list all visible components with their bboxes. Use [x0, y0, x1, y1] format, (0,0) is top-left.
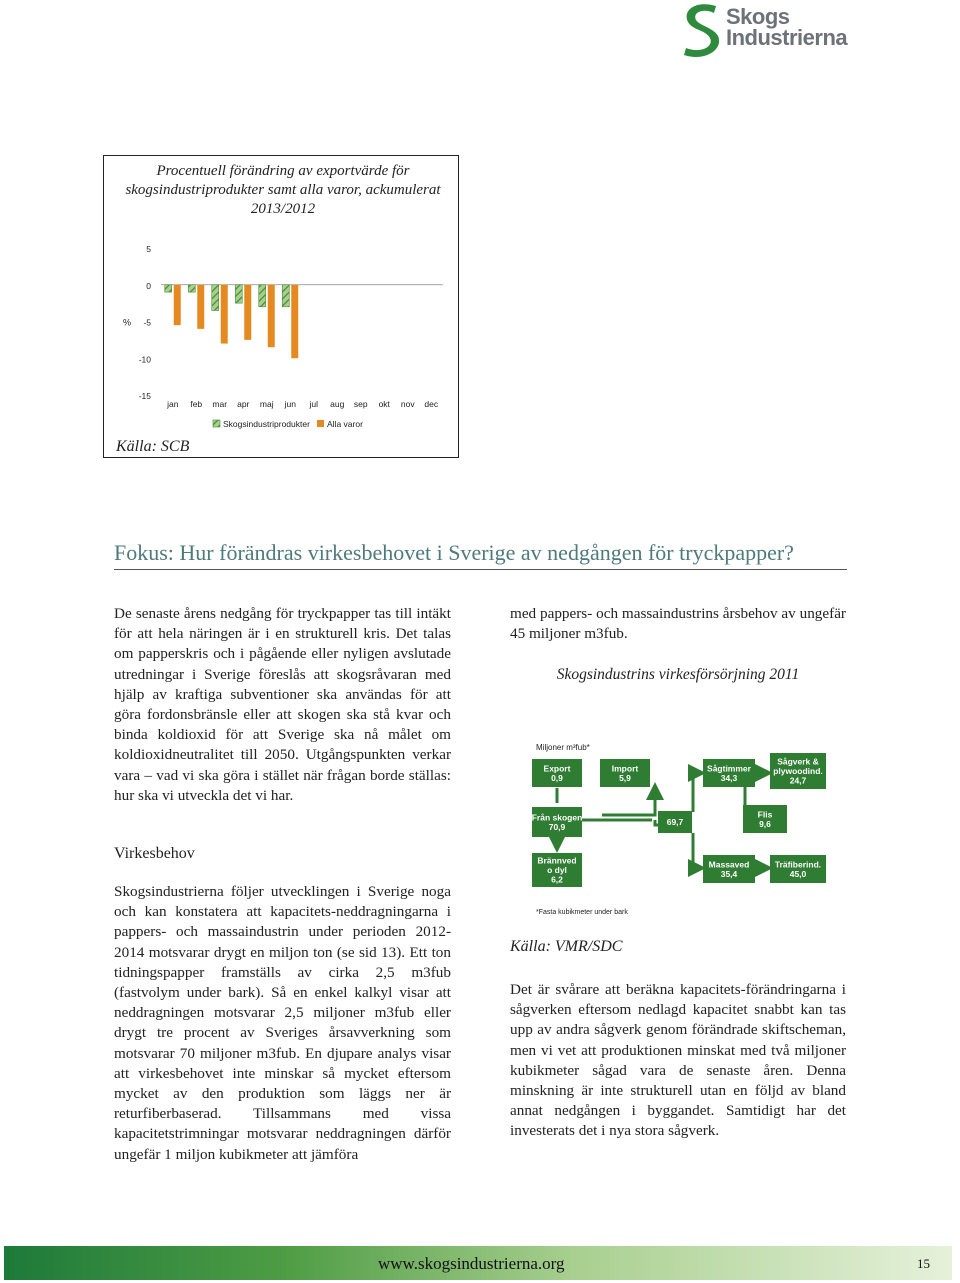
flow-diagram-title: Skogsindustrins virkesförsörjning 2011	[556, 666, 800, 683]
y-tick-label: 5	[146, 244, 151, 254]
x-tick-label: feb	[190, 399, 203, 409]
chart-title: Procentuell förändring av exportvärde för skogsindustriprodukter samt alla varor, ackumulerat 2013/2012	[125, 163, 441, 217]
right-paragraph-2: Det är svårare att beräkna kapacitets-förändringarna i sågverken eftersom nedlagd kapacitet snabbt kan tas upp av andra sågverk genom förändrade skiftscheman, men vi vet att produktionen minskat med två miljoner kubikmeter sågad vara de senaste åren. Denna minskning är inte strukturell utan en följd av bland annat nedgången i byggandet. Samtidigt har det investerats det i nya stora sågverk.	[510, 981, 846, 1140]
bar-skogsindustri-jan	[165, 285, 172, 292]
left-paragraph-1: De senaste årens nedgång för tryckpapper tas till intäkt för att hela näringen är i en strukturell kris. Det talas om papperskris och i pågående eller nyligen avslutade utredningar i Sverige föreslås att skogsråvaran med hjälp av kraftiga subventioner ska användas för att göra fordonsbränsle eller att skogen ska stå kvar och binda koldioxid för att Sverige ska nå målet om koldioxidneutralitet till 2050. Utgångspunkten verkar vara – vad vi ska göra i stället när frågan borde ställas: hur ska vi utveckla det vi har.	[114, 605, 451, 804]
flow-node-massaved-text: Massaved	[708, 859, 750, 870]
chart-source: Källa: SCB	[116, 438, 190, 455]
focus-heading: Fokus: Hur förändras virkesbehovet i Sverige av nedgången för tryckpapper?	[114, 540, 794, 565]
bar-alla-varor-apr	[244, 285, 251, 340]
flow-node-fran-skogen-text: 70,9	[548, 821, 566, 832]
flow-node-import-text: Import	[611, 763, 639, 774]
x-tick-label: okt	[378, 399, 390, 409]
logo-line-2: Industrierna	[726, 25, 848, 50]
x-tick-label: maj	[259, 399, 274, 409]
bar-skogsindustri-feb	[188, 285, 195, 292]
flow-node-total-text: 69,7	[666, 817, 684, 827]
flow-node-export-text: Export	[543, 763, 571, 774]
x-tick-label: jul	[309, 399, 319, 409]
logo-wordmark	[726, 6, 847, 48]
wood-supply-flow-diagram	[510, 735, 846, 925]
x-tick-label: jan	[167, 399, 179, 409]
x-tick-label: apr	[237, 399, 250, 409]
logo-line-1: Skogs	[726, 4, 790, 29]
flow-node-sagverk-text: Sågverk &	[777, 756, 819, 767]
bar-alla-varor-jan	[174, 285, 181, 325]
flow-arrow-sagtimmer	[693, 773, 703, 812]
flow-node-sagverk-text: plywoodind.	[773, 766, 823, 776]
bar-skogsindustri-jun	[282, 285, 289, 307]
bar-alla-varor-maj	[268, 285, 275, 347]
legend-label-alla-varor: Alla varor	[327, 419, 363, 429]
page-number: 15	[917, 1256, 930, 1271]
x-tick-label: jun	[284, 399, 296, 409]
flow-node-flis-text: 9,6	[759, 818, 771, 829]
flow-unit-label: Miljoner m³fub*	[536, 743, 590, 752]
x-tick-label: aug	[330, 399, 345, 409]
y-tick-label: -15	[138, 391, 151, 401]
x-tick-label: dec	[424, 399, 439, 409]
bar-alla-varor-mar	[221, 285, 228, 344]
bar-skogsindustri-apr	[235, 285, 242, 303]
flow-arrow-massaved	[693, 833, 703, 868]
flow-source: Källa: VMR/SDC	[510, 938, 623, 955]
flow-node-export-text: 0,9	[551, 772, 563, 783]
x-tick-label: nov	[400, 399, 415, 409]
bar-skogsindustri-maj	[259, 285, 266, 307]
flow-arrow-to-total	[655, 820, 658, 825]
export-change-chart	[103, 230, 459, 440]
subheading-virkesbehov: Virkesbehov	[114, 845, 195, 862]
bar-alla-varor-jun	[291, 285, 298, 359]
flow-node-sagverk-text: 24,7	[789, 775, 807, 786]
flow-arrow-import	[602, 785, 655, 815]
legend-swatch-alla-varor	[317, 420, 324, 427]
heading-rule	[114, 569, 847, 570]
right-paragraph-1: med pappers- och massaindustrins årsbehov av ungefär 45 miljoner m3fub.	[510, 605, 846, 643]
flow-node-massaved-text: 35,4	[720, 868, 738, 879]
flow-node-flis-text: Flis	[757, 809, 773, 820]
flow-node-brannved-text: Brännved	[537, 855, 577, 866]
y-axis-label: %	[123, 317, 132, 328]
bar-skogsindustri-mar	[212, 285, 219, 311]
x-tick-label: sep	[353, 399, 368, 409]
flow-node-trafiber-text: Träfiberind.	[774, 859, 822, 870]
logo-s-mark-icon	[684, 4, 719, 57]
bar-alla-varor-feb	[197, 285, 204, 329]
legend-swatch-skogsindustri	[213, 420, 220, 427]
flow-node-sagtimmer-text: Sågtimmer	[707, 763, 751, 774]
y-tick-label: -5	[143, 317, 151, 328]
flow-node-brannved-text: o dyl	[547, 865, 567, 875]
flow-node-trafiber-text: 45,0	[789, 868, 807, 879]
left-paragraph-2: Skogsindustrierna följer utvecklingen i Sverige noga och kan konstatera att kapacitets-neddragningarna i pappers- och massaindustrin under perioden 2012-2014 motsvarar drygt en miljon ton (se sid 13). Ett ton tidningspapper framställs av cirka 2,5 m3fub (fastvolym under bark). Så en enkel kalkyl visar att neddragningen motsvarar 2,5 miljoner m3fub eller drygt tre procent av Sveriges årsavverkning som motsvarar 70 miljoner m3fub. En djupare analys visar att virkesbehovet inte minskar så mycket eftersom mycket av den produktion som läggs ner är returfiberbaserad. Tillsammans med vissa kapacitetstrimningar motsvarar neddragningen därför ungefär 1 miljon kubikmeter att jämföra	[114, 883, 451, 1163]
footer-url[interactable]: www.skogsindustrierna.org	[378, 1254, 565, 1273]
x-tick-label: mar	[212, 399, 228, 409]
y-tick-label: -10	[138, 354, 151, 365]
flow-footnote: *Fasta kubikmeter under bark	[536, 909, 628, 916]
legend-label-skogsindustri: Skogsindustriprodukter	[223, 419, 310, 429]
flow-node-sagtimmer-text: 34,3	[720, 772, 738, 783]
flow-node-brannved-text: 6,2	[551, 874, 563, 885]
y-tick-label: 0	[146, 280, 151, 291]
flow-node-fran-skogen-text: Från skogen	[531, 812, 583, 823]
flow-node-import-text: 5,9	[619, 772, 631, 783]
